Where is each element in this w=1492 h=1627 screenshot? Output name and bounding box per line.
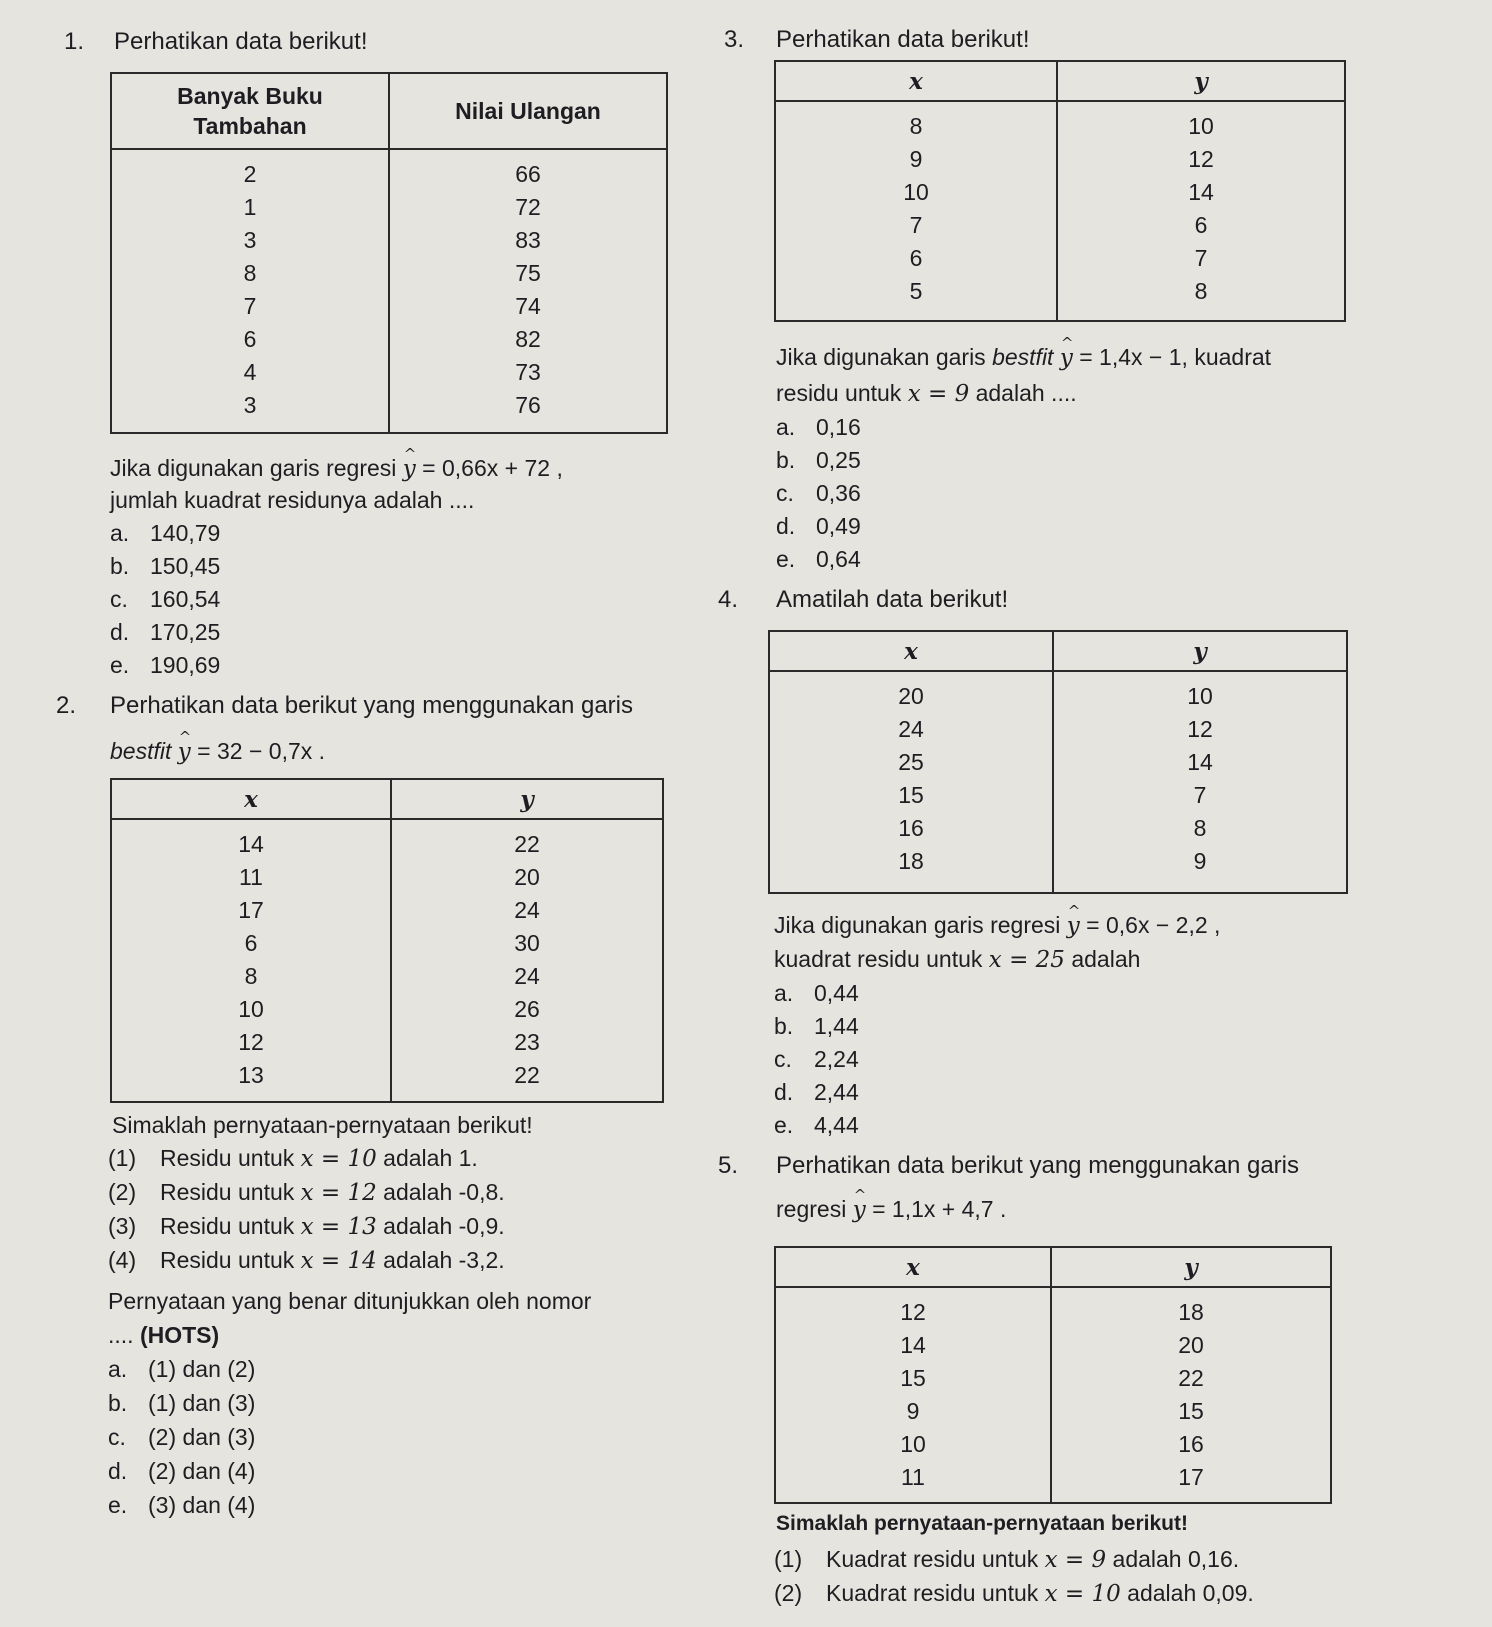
q5-col-x [775,1287,1051,1503]
q2-cell: 14 [238,831,264,857]
q5-header-x: x [775,1247,1051,1287]
q3-cell: 8 [1194,278,1208,304]
statement-pre: Kuadrat residu untuk [826,1546,1039,1572]
q4-cell: 24 [898,716,924,742]
q4-equation: = 0,6x − 2,2 , [1086,912,1221,938]
statement-number: (1) [774,1546,803,1572]
q3-bestfit-label: bestfit [992,344,1054,370]
q3-text-b2: adalah .... [975,380,1077,406]
q1-cell: 6 [243,326,257,352]
statement-eq: x = 13 [300,1214,377,1240]
option-letter: d. [108,1458,128,1484]
statement-pre: Residu untuk [160,1247,295,1273]
q3-col-x [775,101,1057,321]
q4-option-e[interactable] [774,1112,859,1139]
q1-cell: 74 [515,293,541,319]
q1-yhat: ^ y [403,456,416,482]
q3-number: 3. [724,26,745,53]
q5-cell: 17 [1178,1464,1204,1490]
q2-cell: 17 [238,897,264,923]
q2-cell: 10 [238,996,264,1022]
q4-text-a: Jika digunakan garis regresi [774,912,1061,938]
option-value: 2,44 [814,1079,859,1105]
q5-cell: 9 [906,1398,920,1424]
q2-statement-1 [108,1145,478,1172]
q2-cell: 6 [244,930,258,956]
option-value: 0,49 [816,513,861,539]
statement-pre: Residu untuk [160,1145,295,1171]
option-letter: b. [774,1013,794,1039]
q1-option-e[interactable] [110,652,220,679]
q2-intro: Simaklah pernyataan-pernyataan berikut! [112,1112,533,1138]
q1-equation: = 0,66x + 72 , [422,455,563,481]
q2-option-d[interactable] [108,1458,255,1485]
q3-question-line2 [776,380,1077,407]
option-letter: c. [776,480,794,506]
q1-cell: 3 [243,392,257,418]
q3-x-value: x = 9 [907,381,970,407]
q2-hots-badge: (HOTS) [139,1322,220,1348]
option-letter: a. [774,980,794,1006]
q4-cell: 20 [898,683,924,709]
statement-eq: x = 14 [300,1248,377,1274]
q1-cell: 83 [515,227,541,253]
q3-text-a2: , kuadrat [1181,344,1272,370]
q2-bestfit-line [110,738,325,765]
option-letter: d. [776,513,796,539]
q3-title-text: Perhatikan data berikut! [776,26,1030,53]
q4-header-x: x [769,631,1053,671]
q3-header-x: x [775,61,1057,101]
q1-cell: 76 [515,392,541,418]
q5-cell: 11 [901,1464,925,1490]
q1-question-line2: jumlah kuadrat residunya adalah .... [110,487,475,513]
q4-text-b: kuadrat residu untuk [774,946,983,972]
q4-cell: 12 [1187,716,1213,742]
q2-cell: 26 [514,996,540,1022]
statement-pre: Kuadrat residu untuk [826,1580,1039,1606]
q5-cell: 20 [1178,1332,1204,1358]
q3-cell: 7 [909,212,923,238]
option-value: 140,79 [150,520,221,546]
q5-cell: 12 [900,1299,926,1325]
q4-option-b[interactable] [774,1013,859,1040]
q3-cell: 5 [909,278,923,304]
q4-cell: 15 [898,782,924,808]
q5-cell: 16 [1178,1431,1204,1457]
q2-statement-4 [108,1247,505,1274]
q1-question-line1 [110,455,563,482]
q4-option-a[interactable] [774,980,859,1007]
q2-col-y [391,819,663,1102]
statement-number: (2) [108,1179,137,1205]
q4-cell: 25 [898,749,924,775]
option-letter: e. [774,1112,794,1138]
q4-cell: 7 [1193,782,1207,808]
statement-number: (2) [774,1580,803,1606]
q3-cell: 8 [909,113,923,139]
statement-post: adalah 0,09. [1127,1580,1254,1606]
q5-title-text: Perhatikan data berikut yang menggunakan garis [776,1152,1300,1179]
q1-header-nilai: Nilai Ulangan [389,73,667,149]
q4-cell: 18 [898,848,924,874]
q3-header-y: y [1057,61,1345,101]
q3-cell: 10 [1188,113,1214,139]
q2-statement-3 [108,1213,505,1240]
q1-cell: 3 [243,227,257,253]
q5-intro: Simaklah pernyataan-pernyataan berikut! [776,1512,1188,1535]
q2-cell: 23 [514,1029,540,1055]
q1-table [110,72,668,434]
q4-table [768,630,1348,894]
option-letter: b. [110,553,130,579]
statement-eq: x = 10 [300,1146,377,1172]
statement-number: (3) [108,1213,137,1239]
q2-yhat: ^ y [178,739,191,765]
statement-eq: x = 9 [1044,1547,1107,1573]
q5-statement-1 [774,1546,1239,1573]
statement-post: adalah 1. [383,1145,478,1171]
q2-header-x: x [111,779,391,819]
option-letter: e. [776,546,796,572]
q2-col-x [111,819,391,1102]
q4-col-x [769,671,1053,893]
q5-header-y: y [1051,1247,1331,1287]
option-value: 190,69 [150,652,221,678]
option-letter: a. [776,414,796,440]
statement-post: adalah -0,9. [383,1213,505,1239]
q5-title [718,1152,1299,1180]
option-letter: b. [776,447,796,473]
q3-question-line1 [776,344,1271,371]
q2-cell: 24 [514,963,540,989]
statement-number: (4) [108,1247,137,1273]
q5-cell: 15 [900,1365,926,1391]
q5-cell: 10 [900,1431,926,1457]
q3-cell: 12 [1188,146,1214,172]
q5-cell: 14 [900,1332,926,1358]
option-value: 2,24 [814,1046,859,1072]
option-value: 150,45 [150,553,221,579]
q1-option-d[interactable] [110,619,220,646]
statement-pre: Residu untuk [160,1213,295,1239]
q4-cell: 16 [898,815,924,841]
q3-cell: 14 [1188,179,1214,205]
option-value: 170,25 [150,619,221,645]
q3-cell: 10 [903,179,929,205]
q3-option-a[interactable] [776,414,861,441]
q3-title [724,26,1030,54]
statement-post: adalah -0,8. [383,1179,505,1205]
q5-table [774,1246,1332,1504]
q2-option-b[interactable] [108,1390,255,1417]
q4-header-y: y [1053,631,1347,671]
q5-statement-2 [774,1580,1254,1607]
q1-cell: 66 [515,161,541,187]
q1-option-b[interactable] [110,553,220,580]
q2-cell: 22 [514,1062,540,1088]
q4-cell: 8 [1193,815,1207,841]
q2-table [110,778,664,1103]
q4-cell: 14 [1187,749,1213,775]
option-value: (2) dan (3) [148,1424,256,1450]
q3-cell: 9 [909,146,923,172]
q1-cell: 7 [243,293,257,319]
option-value: 4,44 [814,1112,859,1138]
q2-option-e[interactable] [108,1492,255,1519]
q4-text-b2: adalah [1071,946,1141,972]
option-letter: b. [108,1390,128,1416]
option-value: 0,36 [816,480,861,506]
q5-regresi-label: regresi [776,1196,847,1222]
q1-cell: 72 [515,194,541,220]
option-letter: c. [108,1424,126,1450]
q5-col-y [1051,1287,1331,1503]
q5-cell: 15 [1178,1398,1204,1424]
q2-title [56,692,633,720]
q2-cell: 20 [514,864,540,890]
q3-cell: 6 [909,245,923,271]
option-value: 0,16 [816,414,861,440]
q4-question-line2 [774,946,1140,973]
option-letter: d. [774,1079,794,1105]
q3-option-b[interactable] [776,447,861,474]
q4-question-line1 [774,912,1220,939]
q1-option-c[interactable] [110,586,220,613]
q1-header-buku: Banyak Buku Tambahan [111,73,389,149]
q3-cell: 6 [1194,212,1208,238]
q1-cell: 82 [515,326,541,352]
q1-number: 1. [64,28,85,55]
q5-equation: = 1,1x + 4,7 . [872,1196,1007,1222]
q1-col-nilai [389,149,667,433]
q3-yhat: ^ y [1060,345,1073,371]
option-value: (1) dan (2) [148,1356,256,1382]
statement-pre: Residu untuk [160,1179,295,1205]
q4-x-value: x = 25 [988,947,1065,973]
option-value: (2) dan (4) [148,1458,256,1484]
q1-title [64,28,368,56]
q2-header-y: y [391,779,663,819]
q2-option-c[interactable] [108,1424,255,1451]
q2-cell: 11 [239,864,263,890]
option-letter: c. [774,1046,792,1072]
q2-cell: 13 [238,1062,264,1088]
q2-bestfit-label: bestfit [110,738,172,764]
q3-equation: = 1,4x − 1 [1079,344,1182,370]
q3-table [774,60,1346,322]
q1-title-text: Perhatikan data berikut! [114,28,368,55]
statement-eq: x = 12 [300,1180,377,1206]
q2-cell: 24 [514,897,540,923]
option-value: 160,54 [150,586,221,612]
q4-title [718,586,1008,614]
q5-cell: 22 [1178,1365,1204,1391]
q1-cell: 75 [515,260,541,286]
q3-option-d[interactable] [776,513,861,540]
q1-cell: 4 [243,359,257,385]
q2-option-a[interactable] [108,1356,255,1383]
q2-statement-2 [108,1179,505,1206]
q5-yhat: ^ y [853,1197,866,1223]
q3-col-y [1057,101,1345,321]
q5-cell: 18 [1178,1299,1204,1325]
q1-text-a: Jika digunakan garis regresi [110,455,397,481]
q4-option-d[interactable] [774,1079,859,1106]
q2-dots: .... [108,1322,134,1348]
q2-cell: 30 [514,930,540,956]
q4-option-c[interactable] [774,1046,859,1073]
q4-yhat: ^ y [1067,913,1080,939]
option-value: 0,25 [816,447,861,473]
q2-title-text: Perhatikan data berikut yang menggunakan garis [110,692,634,719]
q2-number: 2. [56,692,77,719]
q4-col-y [1053,671,1347,893]
q4-number: 4. [718,586,739,613]
option-letter: e. [110,652,130,678]
q3-text-b: residu untuk [776,380,902,406]
option-letter: a. [108,1356,128,1382]
statement-number: (1) [108,1145,137,1171]
option-value: 0,64 [816,546,861,572]
statement-eq: x = 10 [1044,1581,1121,1607]
option-letter: c. [110,586,128,612]
statement-post: adalah 0,16. [1112,1546,1240,1572]
option-letter: a. [110,520,130,546]
q4-cell: 10 [1187,683,1213,709]
q4-title-text: Amatilah data berikut! [776,586,1009,613]
q1-cell: 73 [515,359,541,385]
q3-option-e[interactable] [776,546,861,573]
option-value: 0,44 [814,980,859,1006]
q5-number: 5. [718,1152,739,1179]
option-letter: e. [108,1492,128,1518]
q1-col-buku [111,149,389,433]
q1-cell: 1 [243,194,257,220]
q3-cell: 7 [1194,245,1208,271]
q3-text-a: Jika digunakan garis [776,344,986,370]
q4-cell: 9 [1193,848,1207,874]
q5-regresi-line [776,1196,1006,1223]
q2-question-line2 [108,1322,219,1349]
statement-post: adalah -3,2. [383,1247,505,1273]
option-value: 1,44 [814,1013,859,1039]
q2-equation: = 32 − 0,7x . [197,738,326,764]
q1-cell: 2 [243,161,257,187]
option-value: (1) dan (3) [148,1390,256,1416]
q2-question: Pernyataan yang benar ditunjukkan oleh nomor [108,1288,592,1314]
q3-option-c[interactable] [776,480,861,507]
option-value: (3) dan (4) [148,1492,256,1518]
q2-cell: 8 [244,963,258,989]
q2-cell: 22 [514,831,540,857]
option-letter: d. [110,619,130,645]
q1-cell: 8 [243,260,257,286]
q1-option-a[interactable] [110,520,220,547]
q2-cell: 12 [238,1029,264,1055]
